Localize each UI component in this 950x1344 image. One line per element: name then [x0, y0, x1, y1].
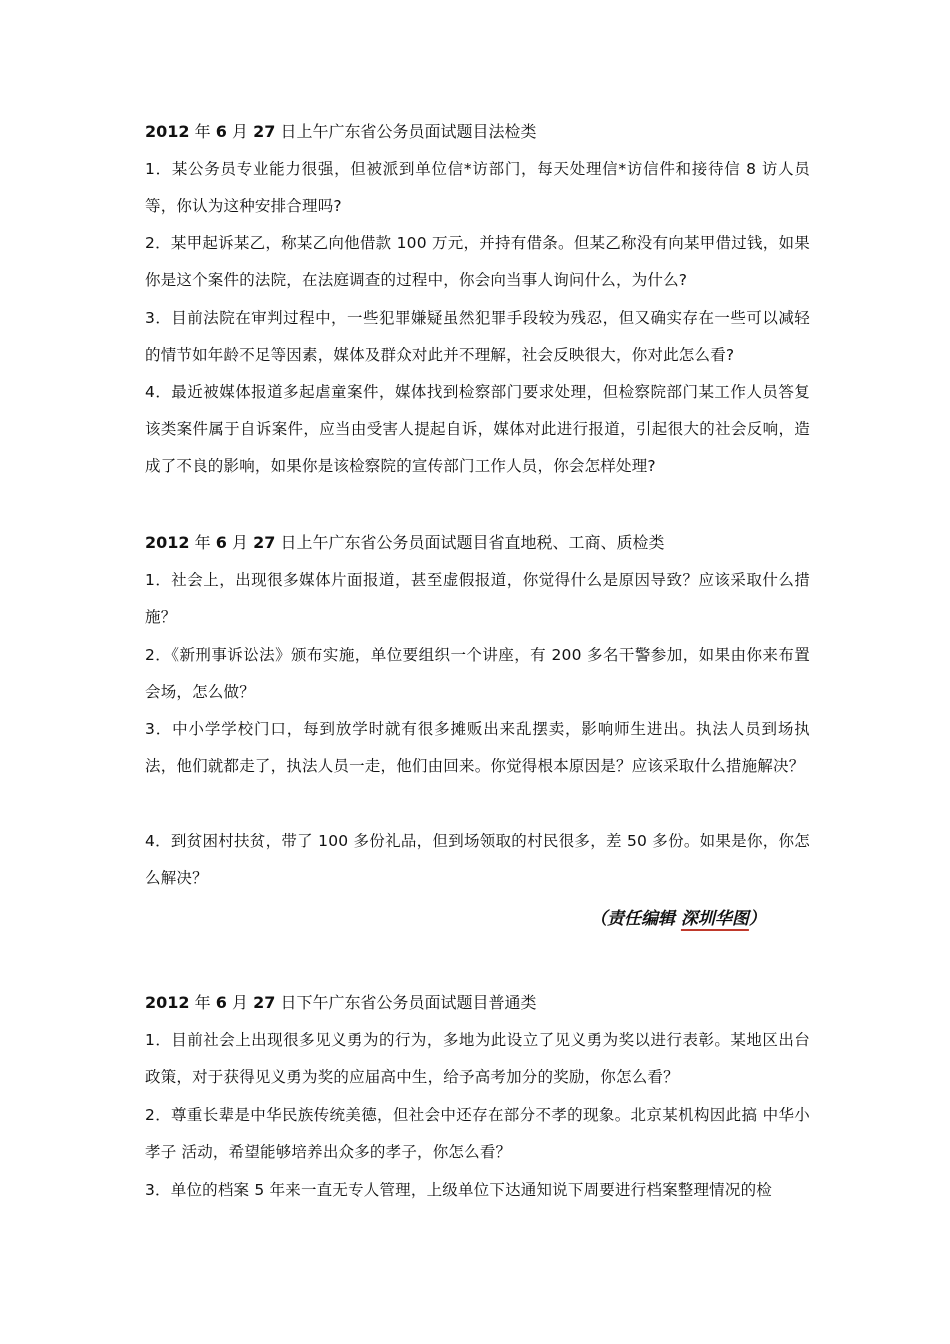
- section-2-heading: 2012 年 6 月 27 日上午广东省公务员面试题目省直地税、工商、质检类: [145, 533, 665, 552]
- question-3-1: 1．目前社会上出现很多见义勇为的行为，多地为此设立了见义勇为奖以进行表彰。某地区出台政策，对于获得见义勇为奖的应届高中生，给予高考加分的奖励，你怎么看？: [145, 1031, 810, 1086]
- question-2-2: 2．《新刑事诉讼法》颁布实施，单位要组织一个讲座，有 200 多名干警参加，如果由你来布置会场，怎么做？: [145, 646, 810, 701]
- question-1-1: 1．某公务员专业能力很强，但被派到单位信*访部门，每天处理信*访信件和接待信 8 访人员等，你认为这种安排合理吗?: [145, 160, 810, 215]
- question-2-3: 3．中小学学校门口，每到放学时就有很多摊贩出来乱摆卖，影响师生进出。执法人员到场执法，他们就都走了，执法人员一走，他们由回来。你觉得根本原因是？应该采取什么措施解决？: [145, 720, 810, 775]
- question-2-4: 4．到贫困村扶贫，带了 100 多份礼品，但到场领取的村民很多，差 50 多份。如果是你，你怎么解决？: [145, 832, 810, 887]
- section-3-heading: 2012 年 6 月 27 日下午广东省公务员面试题目普通类: [145, 993, 537, 1012]
- question-2-1: 1．社会上，出现很多媒体片面报道，甚至虚假报道，你觉得什么是原因导致？应该采取什么措施？: [145, 571, 810, 626]
- question-1-3: 3．目前法院在审判过程中，一些犯罪嫌疑虽然犯罪手段较为残忍，但又确实存在一些可以减轻的情节如年龄不足等因素，媒体及群众对此并不理解，社会反映很大，你对此怎么看?: [145, 309, 810, 364]
- section-1-heading: 2012 年 6 月 27 日上午广东省公务员面试题目法检类: [145, 122, 537, 141]
- editor-name: 深圳华图: [680, 909, 749, 929]
- editor-label: 责任编辑: [607, 909, 675, 929]
- editor-credit: （责任编辑 深圳华图）: [590, 909, 766, 929]
- question-3-3: 3．单位的档案 5 年来一直无专人管理，上级单位下达通知说下周要进行档案整理情况的检: [145, 1181, 772, 1199]
- question-1-2: 2．某甲起诉某乙，称某乙向他借款 100 万元，并持有借条。但某乙称没有向某甲借过钱，如果你是这个案件的法院，在法庭调查的过程中，你会向当事人询问什么，为什么?: [145, 234, 810, 289]
- question-1-4: 4．最近被媒体报道多起虐童案件，媒体找到检察部门要求处理，但检察院部门某工作人员答复该类案件属于自诉案件，应当由受害人提起自诉，媒体对此进行报道，引起很大的社会反响，造成了不良的影响，如果你是该检察院的宣传部门工作人员，你会怎样处理?: [145, 383, 810, 475]
- question-3-2: 2．尊重长辈是中华民族传统美德，但社会中还存在部分不孝的现象。北京某机构因此搞 中华小孝子 活动，希望能够培养出众多的孝子，你怎么看？: [145, 1106, 810, 1161]
